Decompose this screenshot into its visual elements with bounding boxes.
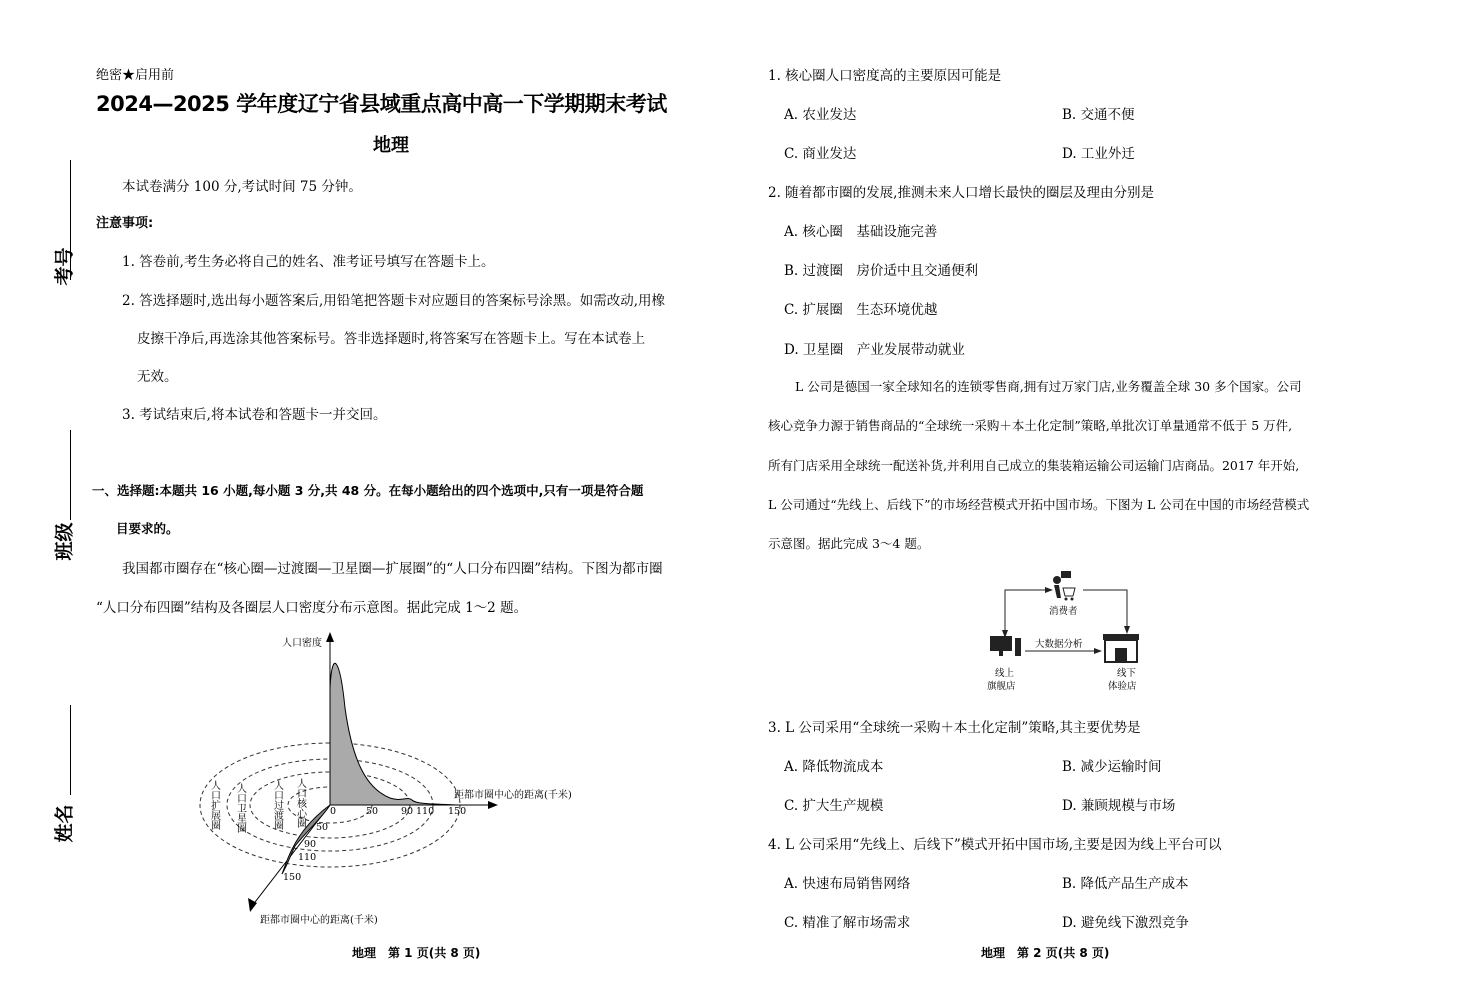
name-label: 姓名 [53,804,76,843]
z-tick: 150 [283,872,302,883]
svg-text:线下: 线下 [1117,668,1137,679]
ring-label-expansion: 人口扩展圈 [208,780,220,830]
q4-option-b: B. 降低产品生产成本 [1062,876,1189,892]
page-2-footer: 地理 第 2 页(共 8 页) [981,946,1110,960]
z-axis-label: 距都市圈中心的距离(千米) [260,915,378,926]
q1-option-a: A. 农业发达 [784,107,857,123]
section-1-heading: 一、选择题:本题共 16 小题,每小题 3 分,共 48 分。在每小题给出的四个选项中,只有一项是符合题 [92,483,644,498]
question-4: 4. L 公司采用“先线上、后线下”模式开拓中国市场,主要是因为线上平台可以 [768,837,1222,853]
z-tick: 110 [298,852,317,863]
q3-option-d: D. 兼顾规模与市场 [1062,798,1176,814]
material-2-line5: 示意图。据此完成 3～4 题。 [768,536,930,551]
population-density-figure [190,628,630,928]
q4-option-d: D. 避免线下激烈竞争 [1062,915,1189,931]
density-curve [330,663,460,805]
exam-title: 2024—2025 学年度辽宁省县域重点高中高一下学期期末考试 [96,92,667,116]
store-icon [1103,634,1139,662]
svg-text:体验店: 体验店 [1108,681,1137,692]
question-3: 3. L 公司采用“全球统一采购＋本土化定制”策略,其主要优势是 [768,720,1141,736]
subject-title: 地理 [373,135,409,156]
ring-label-satellite: 人口卫星圈 [234,783,246,833]
ring-label-core: 人口核心圈 [294,778,306,828]
intro-text: 本试卷满分 100 分,考试时间 75 分钟。 [122,179,362,195]
secret-mark: 绝密★启用前 [96,68,175,83]
q1-option-d: D. 工业外迁 [1062,146,1135,162]
question-2: 2. 随着都市圈的发展,推测未来人口增长最快的圈层及理由分别是 [768,185,1154,201]
svg-text:线上: 线上 [995,668,1015,679]
ring-label-transition: 人口过渡圈 [271,780,283,830]
material-2-line1: L 公司是德国一家全球知名的连锁零售商,拥有过万家门店,业务覆盖全球 30 多个国家。公司 [795,379,1302,394]
q4-option-c: C. 精准了解市场需求 [784,915,911,931]
consumer-icon [1053,571,1075,601]
y-axis-label: 人口密度 [282,638,322,649]
q1-option-b: B. 交通不便 [1062,107,1135,123]
class-label: 班级 [53,522,76,561]
business-model-figure [975,568,1175,696]
material-1-line1: 我国都市圈存在“核心圈—过渡圈—卫星圈—扩展圈”的“人口分布四圈”结构。下图为都市圈 [122,561,663,577]
material-2-line3: 所有门店采用全球统一配送补货,并利用自己成立的集装箱运输公司运输门店商品。2017 年开始, [768,458,1300,473]
notice-1: 1. 答卷前,考生务必将自己的姓名、准考证号填写在答题卡上。 [122,254,495,270]
x-tick: 110 [416,806,435,817]
section-1-heading-cont: 目要求的。 [116,521,179,536]
binding-line-mid [70,430,71,520]
svg-text:大数据分析: 大数据分析 [1035,639,1083,650]
notice-heading: 注意事项: [96,216,154,231]
x-tick: 150 [448,806,467,817]
x-tick: 0 [330,806,337,817]
binding-line-bottom [70,705,71,795]
question-1: 1. 核心圈人口密度高的主要原因可能是 [768,68,1002,84]
material-1-line2: “人口分布四圈”结构及各圈层人口密度分布示意图。据此完成 1～2 题。 [96,600,528,616]
x-tick: 50 [366,806,379,817]
exam-number-label: 考号 [53,247,76,286]
q3-option-c: C. 扩大生产规模 [784,798,884,814]
z-tick: 50 [316,822,329,833]
notice-2-line3: 无效。 [137,369,178,385]
q2-option-a: A. 核心圈 基础设施完善 [784,224,938,240]
q2-option-c: C. 扩展圈 生态环境优越 [784,302,938,318]
q1-option-c: C. 商业发达 [784,146,857,162]
q3-option-b: B. 减少运输时间 [1062,759,1162,775]
svg-text:旗舰店: 旗舰店 [987,681,1016,692]
material-2-line4: L 公司通过“先线上、后线下”的市场经营模式开拓中国市场。下图为 L 公司在中国的市场经营模式 [768,497,1310,512]
material-2-line2: 核心竞争力源于销售商品的“全球统一采购＋本土化定制”策略,单批次订单量通常不低于 5 万件, [768,418,1293,433]
svg-text:消费者: 消费者 [1049,606,1078,617]
notice-2-line1: 2. 答选择题时,选出每小题答案后,用铅笔把答题卡对应题目的答案标号涂黑。如需改动,用橡 [122,293,666,309]
q4-option-a: A. 快速布局销售网络 [784,876,911,892]
q2-option-b: B. 过渡圈 房价适中且交通便利 [784,263,979,279]
z-tick: 90 [304,839,317,850]
notice-3: 3. 考试结束后,将本试卷和答题卡一并交回。 [122,407,387,423]
x-tick: 90 [401,806,414,817]
q3-option-a: A. 降低物流成本 [784,759,884,775]
page-1-footer: 地理 第 1 页(共 8 页) [352,946,481,960]
x-axis-label: 距都市圈中心的距离(千米) [454,790,572,801]
computer-icon [990,636,1021,656]
q2-option-d: D. 卫星圈 产业发展带动就业 [784,342,965,358]
notice-2-line2: 皮擦干净后,再选涂其他答案标号。答非选择题时,将答案写在答题卡上。写在本试卷上 [137,331,646,347]
